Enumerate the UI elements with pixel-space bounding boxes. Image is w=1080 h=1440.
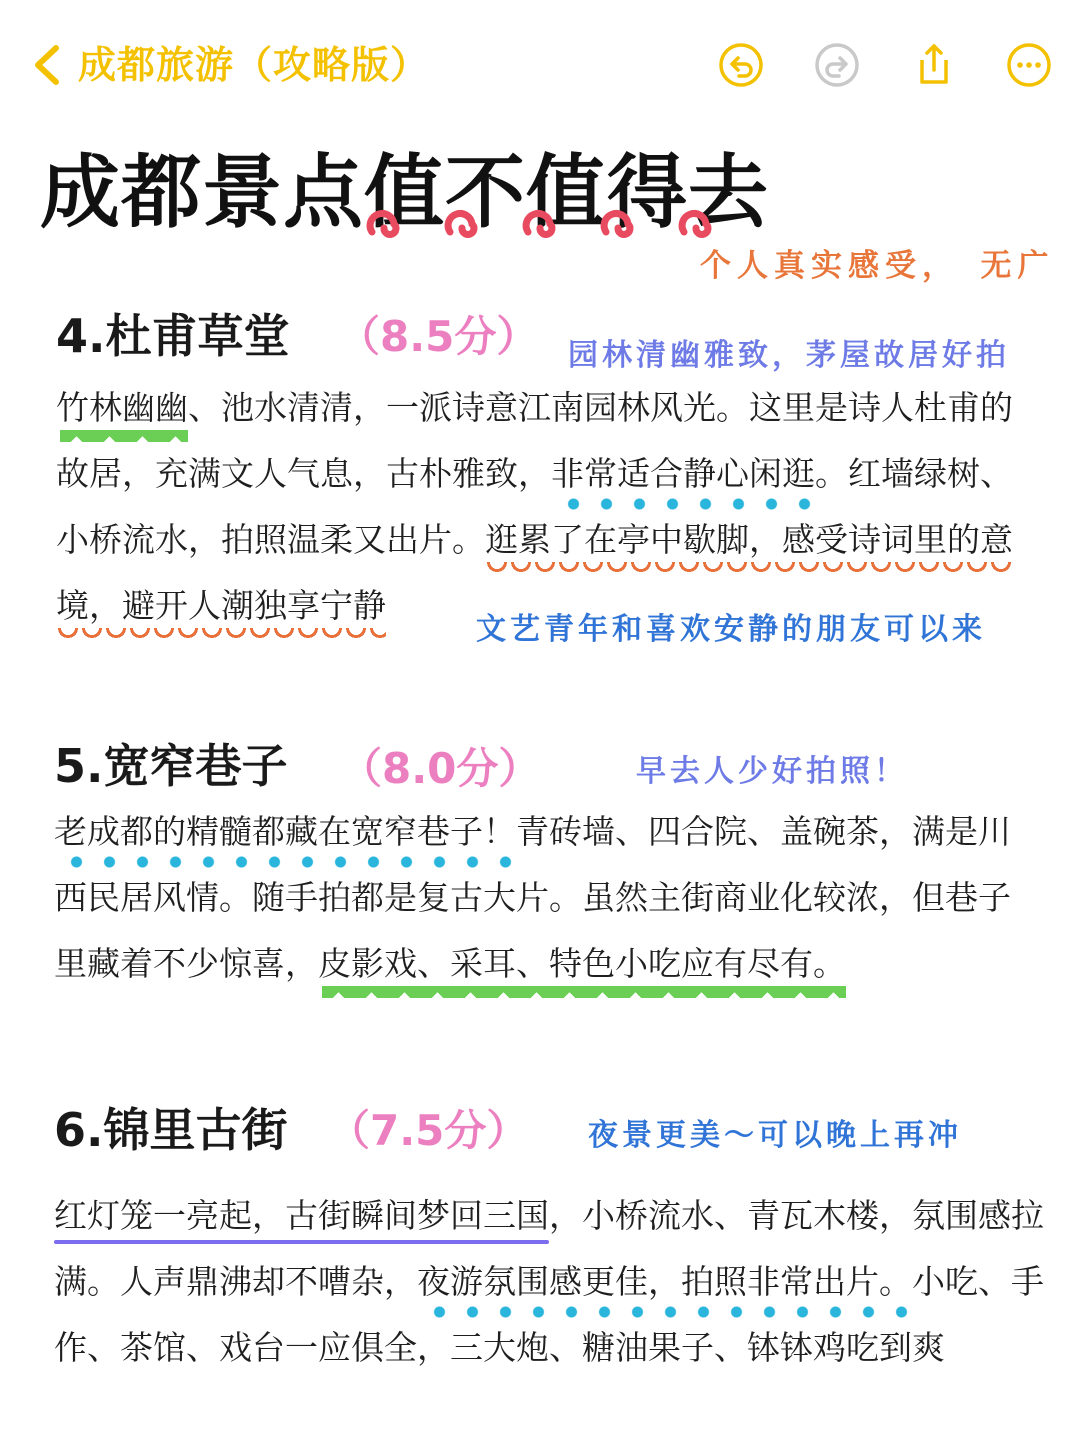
undo-button[interactable] (716, 40, 766, 90)
note-title: 成都旅游（攻略版） (78, 43, 430, 87)
undo-icon (716, 40, 766, 90)
highlight-text: 逛累了在亭中歇脚，感受诗词里的意 (485, 520, 1013, 559)
paragraph-line (56, 520, 1013, 560)
text-segment: 。红墙绿树、 (815, 454, 1013, 493)
text-segment: 、池水清清，一派诗意江南园林风光。这里是诗人杜甫的 (188, 388, 1013, 427)
paragraph-line (54, 812, 1011, 852)
section-heading: 5.宽窄巷子 (54, 739, 288, 793)
score-badge: （8.5分） (338, 312, 539, 361)
highlight-text: 非常适合静心闲逛 (551, 454, 815, 493)
section-heading: 6.锦里古街 (54, 1103, 288, 1157)
highlight-text: 竹林幽幽 (56, 388, 188, 427)
text-segment: ，小桥流水、青瓦木楼，氛围感拉 (549, 1196, 1044, 1235)
more-icon (1004, 40, 1054, 90)
redo-icon (812, 40, 862, 90)
section-note: 夜景更美～可以晚上再冲 (588, 1118, 962, 1153)
paragraph-line (56, 454, 1013, 494)
paragraph-line (54, 878, 1011, 918)
section-heading: 4.杜甫草堂 (56, 309, 290, 363)
more-button[interactable] (1004, 40, 1054, 90)
share-button[interactable] (908, 40, 958, 90)
section-tip: 文艺青年和喜欢安静的朋友可以来 (476, 612, 986, 647)
tagline: 个人真实感受， 无广 (700, 248, 1055, 284)
page-title: 成都景点值不值得去 (40, 146, 769, 239)
highlight-text: 红灯笼一亮起，古街瞬间梦回三国 (54, 1196, 549, 1235)
text-segment: 里藏着不少惊喜， (54, 944, 318, 983)
text-segment: 小吃、手 (912, 1262, 1044, 1301)
score-badge: （7.5分） (328, 1106, 529, 1155)
paragraph-line (56, 586, 386, 626)
text-segment: 青砖墙、四合院、盖碗茶，满是川 (516, 812, 1011, 851)
share-icon (908, 40, 958, 90)
text-segment: 小桥流水，拍照温柔又出片。 (56, 520, 485, 559)
text-segment: 作、茶馆、戏台一应俱全，三大炮、糖油果子、钵钵鸡吃到爽 (54, 1328, 945, 1367)
section-note: 早去人少好拍照！ (636, 754, 908, 789)
paragraph-line (54, 1196, 1044, 1236)
highlight-text: 境，避开人潮独享宁静 (56, 586, 386, 625)
paragraph-line (54, 1262, 1044, 1302)
text-segment: 满。人声鼎沸却不嘈杂， (54, 1262, 417, 1301)
back-button[interactable] (28, 40, 68, 90)
section-note: 园林清幽雅致，茅屋故居好拍 (568, 338, 1010, 373)
score-badge: （8.0分） (340, 744, 541, 793)
back-chevron-icon (28, 40, 68, 90)
text-segment: 西民居风情。随手拍都是复古大片。虽然主街商业化较浓，但巷子 (54, 878, 1011, 917)
paragraph-line (56, 388, 1013, 428)
swirl-decoration (360, 202, 740, 246)
highlight-text: 老成都的精髓都藏在宽窄巷子！ (54, 812, 516, 851)
paragraph-line (54, 944, 846, 984)
redo-button[interactable] (812, 40, 862, 90)
highlight-text: 皮影戏、采耳、特色小吃应有尽有。 (318, 944, 846, 983)
paragraph-line (54, 1328, 945, 1368)
text-segment: 故居，充满文人气息，古朴雅致， (56, 454, 551, 493)
highlight-text: 夜游氛围感更佳，拍照非常出片。 (417, 1262, 912, 1301)
